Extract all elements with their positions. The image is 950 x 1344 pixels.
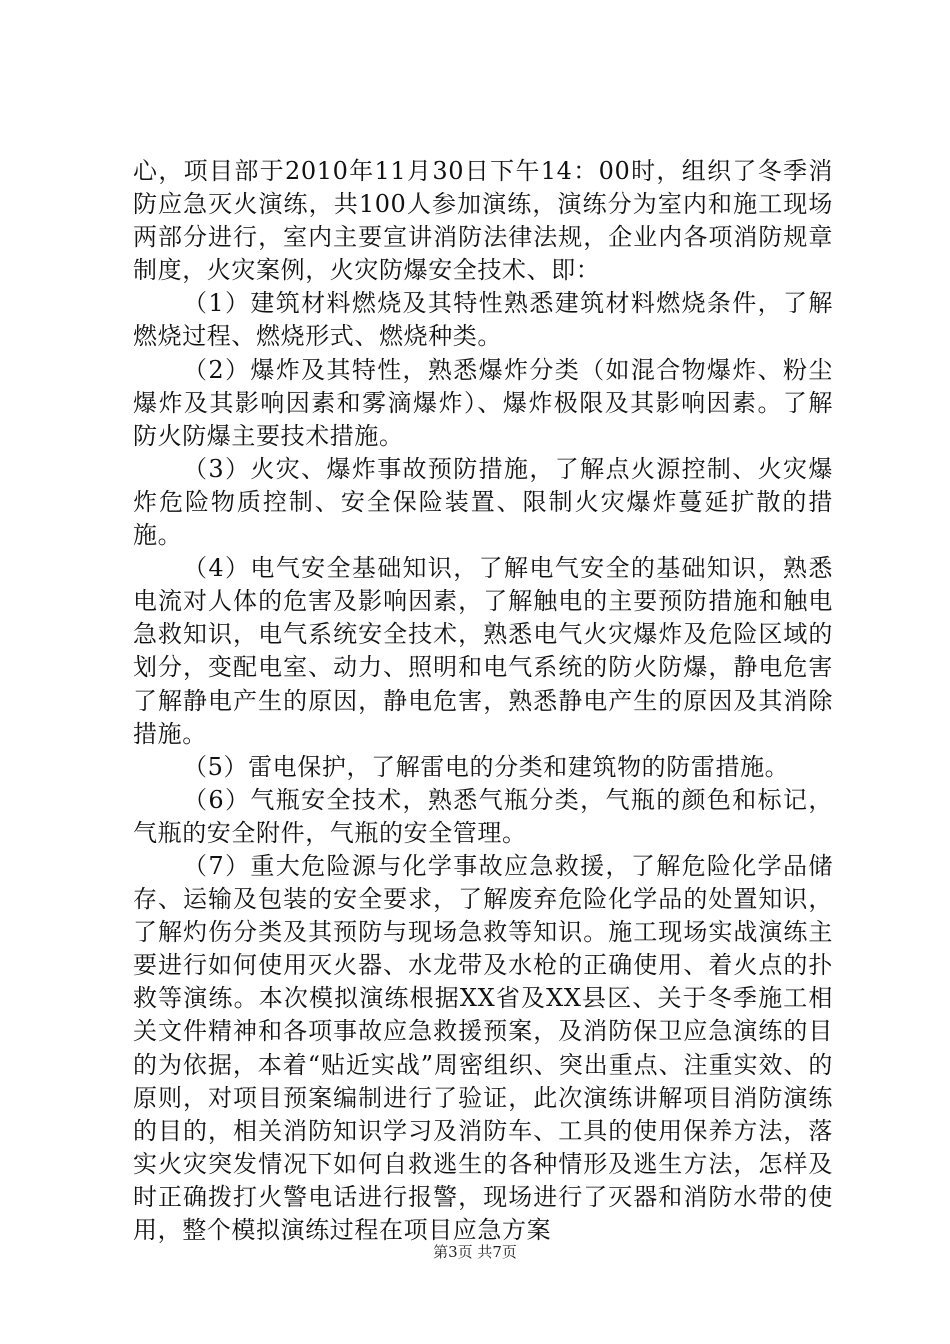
page-footer: 第3页 共7页	[433, 1243, 517, 1261]
document-body	[133, 155, 833, 1247]
paragraph-item-1: （1）建筑材料燃烧及其特性熟悉建筑材料燃烧条件，了解燃烧过程、燃烧形式、燃烧种类。	[133, 289, 833, 351]
paragraph-item-6: （6）气瓶安全技术，熟悉气瓶分类，气瓶的颜色和标记，气瓶的安全附件，气瓶的安全管理。	[133, 785, 833, 847]
paragraph-item-2: （2）爆炸及其特性，熟悉爆炸分类（如混合物爆炸、粉尘爆炸及其影响因素和雾滴爆炸）、爆炸极限及其影响因素。了解防火防爆主要技术措施。	[133, 355, 833, 450]
paragraph-intro: 心，项目部于2010年11月30日下午14：00时，组织了冬季消防应急灭火演练，共100人参加演练，演练分为室内和施工现场两部分进行，室内主要宣讲消防法律法规，企业内各项消防规章制度，火灾案例，火灾防爆安全技术、即：	[133, 157, 833, 285]
paragraph-item-7: （7）重大危险源与化学事故应急救援，了解危险化学品储存、运输及包装的安全要求，了解废弃危险化学品的处置知识，了解灼伤分类及其预防与现场急救等知识。施工现场实战演练主要进行如何使用灭火器、水龙带及水枪的正确使用、着火点的扑救等演练。本次模拟演练根据XX省及XX县区、关于冬季施工相关文件精神和各项事故应急救援预案，及消防保卫应急演练的目的为依据，本着“贴近实战”周密组织、突出重点、注重实效、的原则，对项目预案编制进行了验证，此次演练讲解项目消防演练的目的，相关消防知识学习及消防车、工具的使用保养方法，落实火灾突发情况下如何自救逃生的各种情形及逃生方法，怎样及时正确拨打火警电话进行报警，现场进行了灭器和消防水带的使用，整个模拟演练过程在项目应急方案	[133, 851, 833, 1244]
paragraph-item-3: （3）火灾、爆炸事故预防措施，了解点火源控制、火灾爆炸危险物质控制、安全保险装置、限制火灾爆炸蔓延扩散的措施。	[133, 454, 833, 550]
paragraph-item-5: （5）雷电保护，了解雷电的分类和建筑物的防雷措施。	[183, 752, 790, 781]
paragraph-item-4: （4）电气安全基础知识，了解电气安全的基础知识，熟悉电流对人体的危害及影响因素，了解触电的主要预防措施和触电急救知识，电气系统安全技术，熟悉电气火灾爆炸及危险区域的划分，变配电室、动力、照明和电气系统的防火防爆，静电危害了解静电产生的原因，静电危害，熟悉静电产生的原因及其消除措施。	[133, 554, 833, 748]
